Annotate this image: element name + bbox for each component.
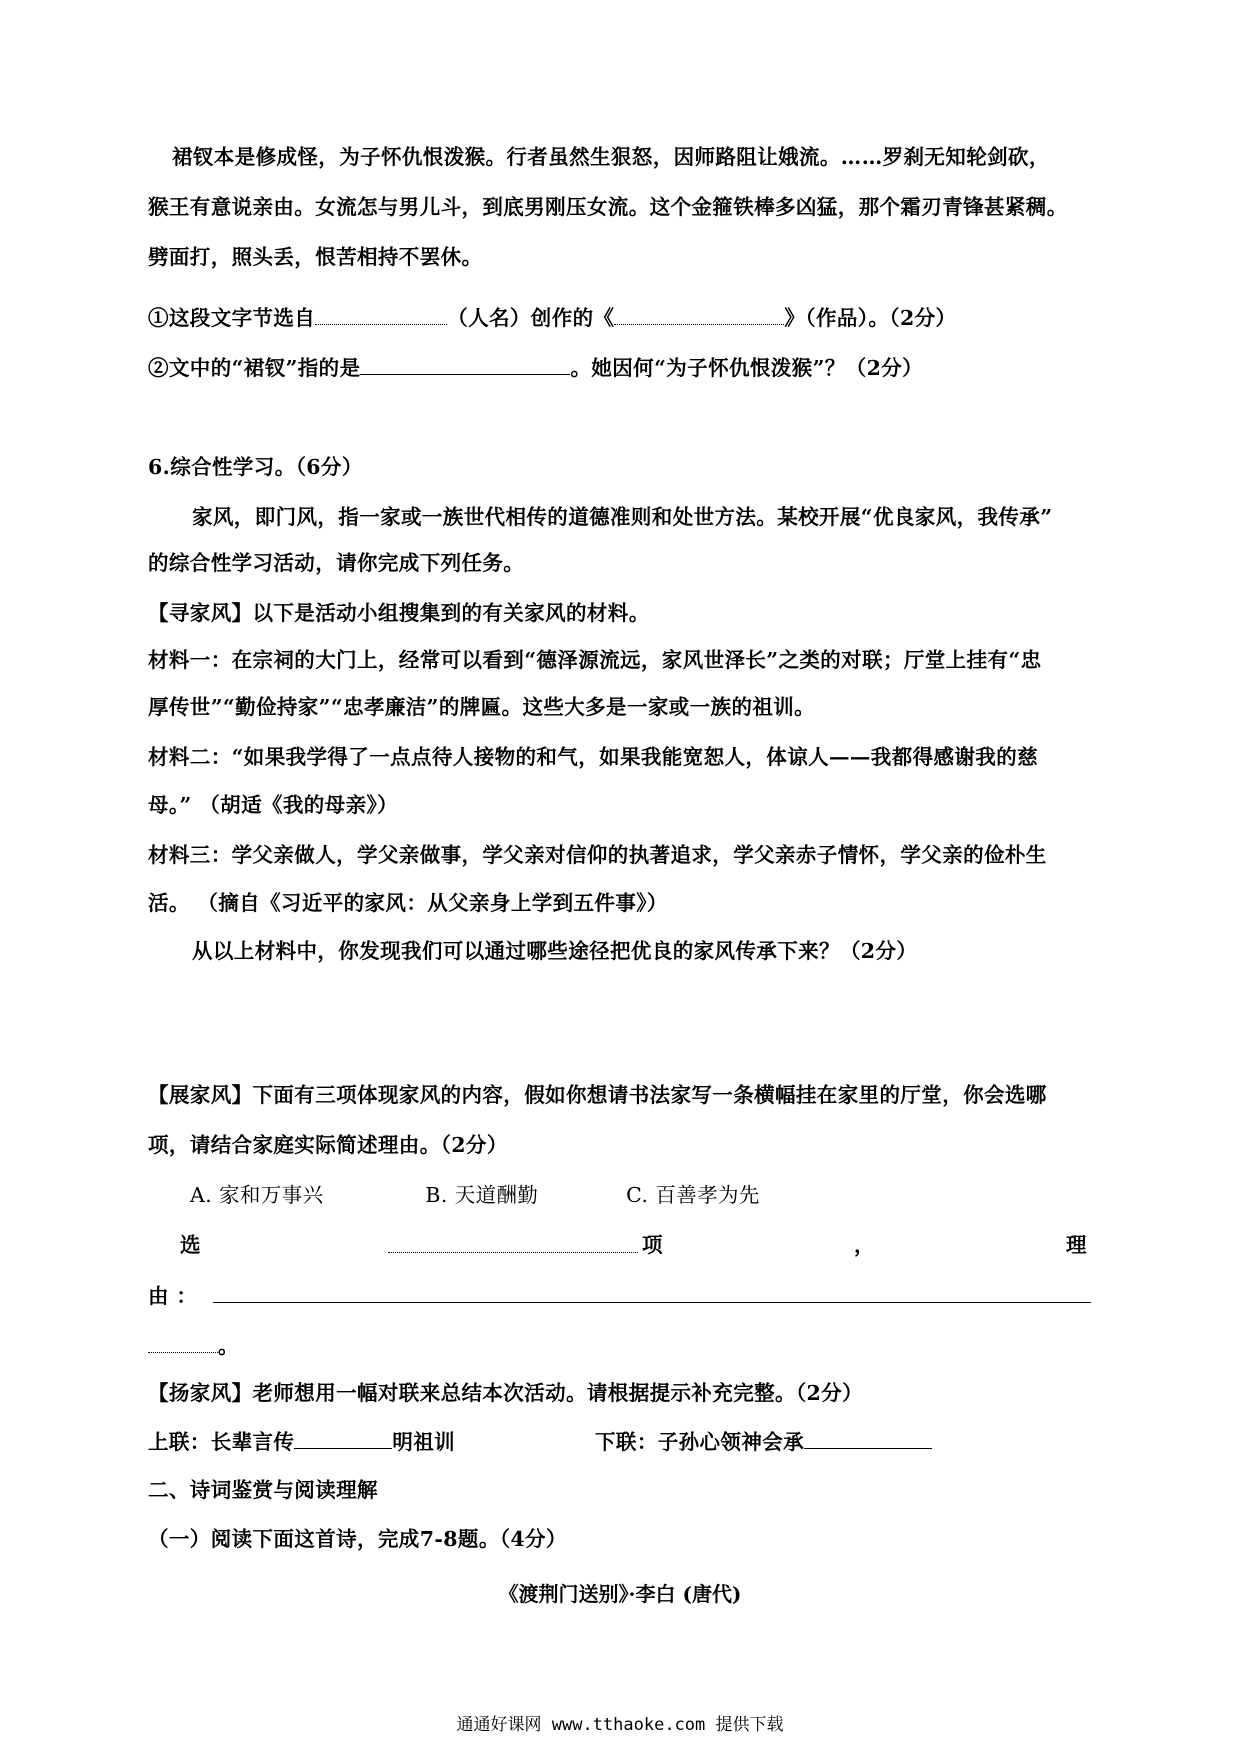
choose-label: 选: [180, 1233, 201, 1257]
comma-label: ，: [854, 1233, 875, 1257]
material-1-line-1: 材料一：在宗祠的大门上，经常可以看到“德泽源流远，家风世泽长”之类的对联；厅堂上挂有“忠: [148, 648, 1042, 672]
options-row: [190, 1180, 760, 1210]
material-3-line-2: 活。 （摘自《习近平的家风：从父亲身上学到五件事》）: [148, 891, 668, 915]
page-footer: 通通好课网 www.tthaoke.com 提供下载: [456, 1715, 784, 1735]
material-2-line-1: 材料二：“如果我学得了一点点待人接物的和气，如果我能宽恕人，体谅人——我都得感谢我的慈: [148, 745, 1038, 769]
find-family-style: 【寻家风】以下是活动小组搜集到的有关家风的材料。: [148, 601, 650, 625]
question-5-part-1: ①这段文字节选自 （人名）创作的《 》（作品）。（2分）: [148, 302, 956, 333]
couplet-row: [148, 1426, 932, 1457]
q6-ask: 从以上材料中，你发现我们可以通过哪些途径把优良的家风传承下来？（2分）: [192, 939, 918, 963]
answer-blank-upper[interactable]: [294, 1426, 392, 1449]
question-6-heading: 6.综合性学习。（6分）: [148, 455, 363, 479]
q6-intro-2: 的综合性学习活动，请你完成下列任务。: [148, 551, 525, 575]
poem-title: 《渡荆门送别》·李白 (唐代): [498, 1582, 742, 1606]
section-2-sub: （一）阅读下面这首诗，完成7-8题。（4分）: [148, 1527, 567, 1551]
answer-blank-reason-continued[interactable]: [148, 1330, 218, 1353]
passage-line-2: 猴王有意说亲由。女流怎与男儿斗，到底男刚压女流。这个金箍铁棒多凶猛，那个霜刃青锋甚紧稠。: [148, 195, 1068, 219]
answer-blank-author[interactable]: [315, 302, 447, 325]
reason-label-1: 理: [1066, 1233, 1087, 1257]
question-5-part-2: ②文中的“裙钗”指的是 。她因何“为子怀仇恨泼猴”？（2分）: [148, 352, 923, 383]
passage-line-1: 裙钗本是修成怪，为子怀仇恨泼猴。行者虽然生狠怒，因师路阻让娥流。……罗刹无知轮剑砍，: [172, 145, 1050, 169]
reason-continue: 。: [148, 1330, 239, 1361]
spread-family-style: 【扬家风】老师想用一幅对联来总结本次活动。请根据提示补充完整。（2分）: [148, 1381, 864, 1405]
option-c[interactable]: C. 百善孝为先: [626, 1183, 760, 1207]
section-2-heading: 二、诗词鉴赏与阅读理解: [148, 1478, 378, 1502]
choose-blank: [388, 1230, 638, 1261]
answer-blank-qunchai[interactable]: [360, 352, 570, 375]
answer-blank-work[interactable]: [614, 302, 784, 325]
reason-line: [148, 1280, 1091, 1311]
upper-couplet-b: 明祖训: [392, 1430, 456, 1454]
reason-label-2: 由 ：: [148, 1284, 198, 1308]
material-1-line-2: 厚传世”“勤俭持家”“忠孝廉洁”的牌匾。这些大多是一家或一族的祖训。: [148, 695, 816, 719]
show-family-style-2: 项，请结合家庭实际简述理由。（2分）: [148, 1133, 508, 1157]
lower-couplet-a: 下联：子孙心领神会承: [595, 1430, 805, 1454]
answer-blank-reason[interactable]: [213, 1280, 1091, 1303]
answer-blank-choice[interactable]: [388, 1230, 638, 1253]
passage-line-3: 劈面打，照头丢，恨苦相持不罢休。: [148, 245, 483, 269]
item-label: 项: [642, 1233, 663, 1257]
option-b[interactable]: B. 天道酬勤: [425, 1183, 539, 1207]
answer-blank-lower[interactable]: [804, 1426, 932, 1449]
q6-intro-1: 家风，即门风，指一家或一族世代相传的道德准则和处世方法。某校开展“优良家风，我传承”: [192, 505, 1053, 529]
upper-couplet-a: 上联：长辈言传: [148, 1430, 295, 1454]
material-3-line-1: 材料三：学父亲做人，学父亲做事，学父亲对信仰的执著追求，学父亲赤子情怀，学父亲的俭朴生: [148, 843, 1047, 867]
show-family-style-1: 【展家风】下面有三项体现家风的内容，假如你想请书法家写一条横幅挂在家里的厅堂，你会选哪: [148, 1083, 1047, 1107]
material-2-line-2: 母。” （胡适《我的母亲》）: [148, 793, 399, 817]
option-a[interactable]: A. 家和万事兴: [190, 1183, 324, 1207]
